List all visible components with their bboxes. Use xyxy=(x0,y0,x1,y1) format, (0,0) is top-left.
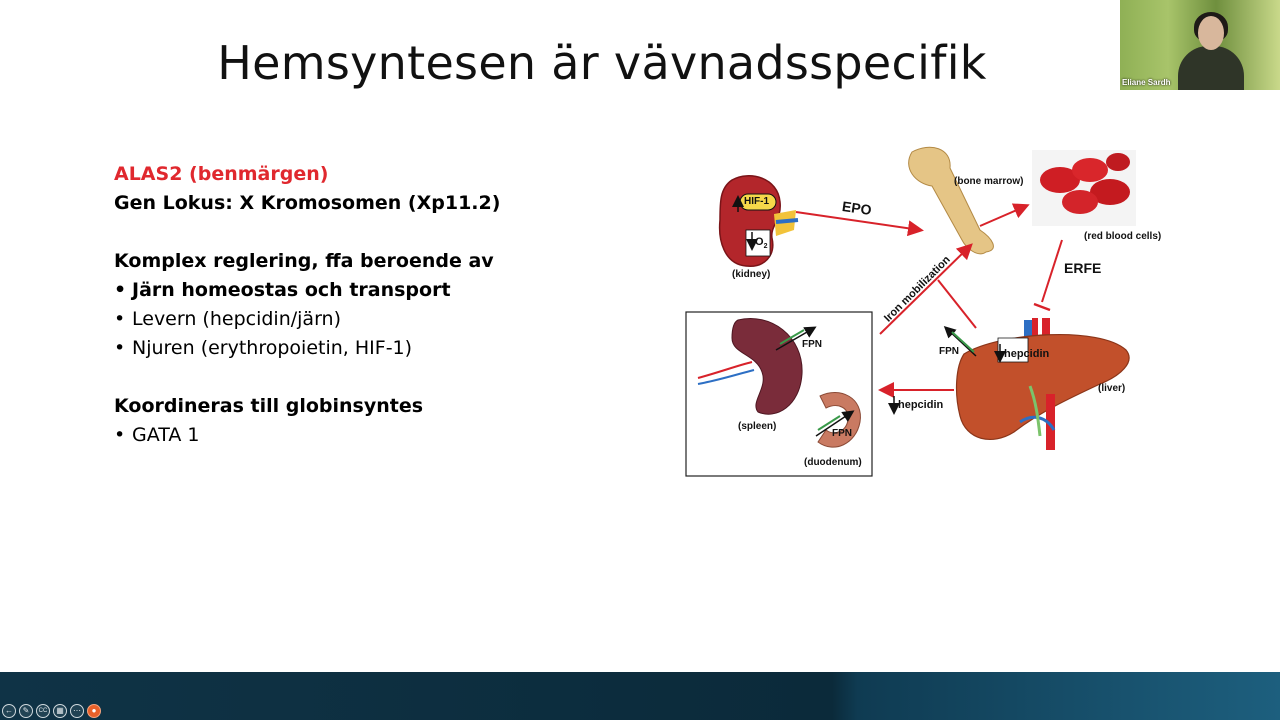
bullet-text: Levern (hepcidin/järn) xyxy=(132,308,341,330)
slide-body xyxy=(114,160,634,450)
bone-marrow-icon xyxy=(909,147,994,254)
bullet-item: • Njuren (erythropoietin, HIF-1) xyxy=(114,334,634,363)
hepcidin-arrow-label: hepcidin xyxy=(898,399,944,411)
pen-icon[interactable]: ✎ xyxy=(19,704,33,718)
iron-regulation-diagram xyxy=(680,140,1180,485)
slide-title: Hemsyntesen är vävnadsspecifik xyxy=(217,36,987,90)
fpn-liver-label: FPN xyxy=(939,346,959,357)
bone-marrow-label: (bone marrow) xyxy=(954,176,1024,187)
participant-video-tile[interactable] xyxy=(1120,0,1280,90)
liver-label: (liver) xyxy=(1098,383,1126,394)
stop-icon[interactable]: ● xyxy=(87,704,101,718)
bullet-text: Njuren (erythropoietin, HIF-1) xyxy=(132,337,413,359)
regulation-heading: Komplex reglering, ffa beroende av xyxy=(114,250,494,272)
erfe-label: ERFE xyxy=(1064,260,1102,276)
bullet-item: • GATA 1 xyxy=(114,421,634,450)
fpn-duodenum-label: FPN xyxy=(832,428,852,439)
o2-subscript: 2 xyxy=(763,243,768,251)
spleen-label: (spleen) xyxy=(738,421,777,432)
participant-avatar xyxy=(1198,16,1224,50)
rbc-label: (red blood cells) xyxy=(1084,231,1162,242)
gene-locus-line: Gen Lokus: X Kromosomen (Xp11.2) xyxy=(114,192,501,214)
o2-text: O xyxy=(755,236,764,248)
bullet-item: • Järn homeostas och transport xyxy=(114,276,634,305)
duodenum-label: (duodenum) xyxy=(804,457,862,468)
iron-mobilization-label: Iron mobilization xyxy=(882,253,953,325)
more-icon[interactable]: ⋯ xyxy=(70,704,84,718)
back-icon[interactable]: ← xyxy=(2,704,16,718)
bullet-text: Järn homeostas och transport xyxy=(132,279,451,301)
kidney-label: (kidney) xyxy=(732,269,771,280)
bullet-text: GATA 1 xyxy=(132,424,200,446)
participant-torso xyxy=(1178,46,1244,90)
hif-label: HIF-1 xyxy=(744,196,769,207)
red-blood-cells-icon xyxy=(1032,150,1136,226)
hepcidin-liver-label: hepcidin xyxy=(1004,348,1050,360)
alas2-heading: ALAS2 (benmärgen) xyxy=(114,163,329,185)
bullet-item: • Levern (hepcidin/järn) xyxy=(114,305,634,334)
bottom-bar xyxy=(0,672,1280,720)
o2-label xyxy=(755,236,767,250)
coordination-heading: Koordineras till globinsyntes xyxy=(114,395,424,417)
diagram-graphics xyxy=(680,140,1180,485)
slides-icon[interactable]: ▦ xyxy=(53,704,67,718)
kidney-icon xyxy=(720,176,798,266)
participant-name: Eliane Sardh xyxy=(1122,78,1171,87)
epo-label: EPO xyxy=(841,198,873,218)
presenter-toolbar xyxy=(2,704,101,718)
fpn-spleen-label: FPN xyxy=(802,339,822,350)
captions-icon[interactable]: CC xyxy=(36,704,50,718)
